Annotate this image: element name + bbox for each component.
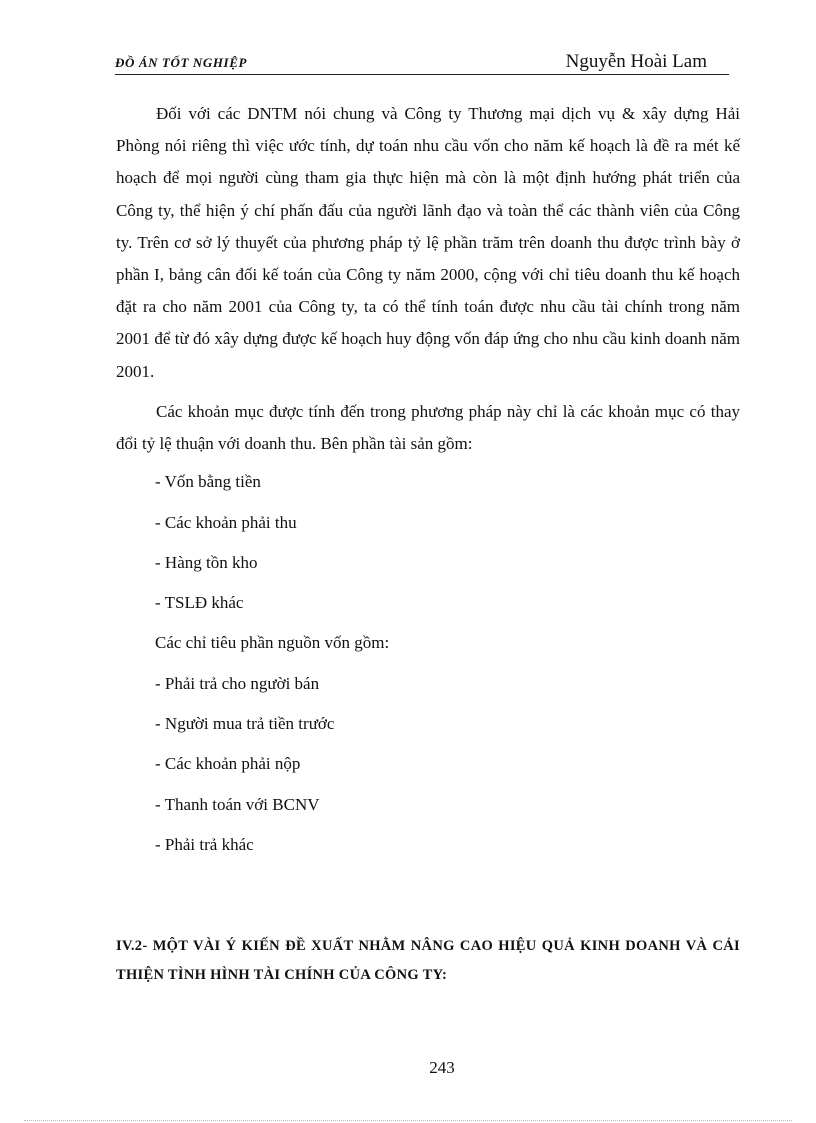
paragraph-intro: Đối với các DNTM nói chung và Công ty Thương mại dịch vụ & xây dựng Hải Phòng nói riêng thì việc ước tính, dự toán nhu cầu vốn cho năm kế hoạch là đề ra mét kế hoạch để mọi người cùng tham gia thực hiện mà còn là một định hướng phát triển của Công ty, thể hiện ý chí phấn đấu của người lãnh đạo và toàn thể các thành viên của Công ty. Trên cơ sở lý thuyết của phương pháp tỷ lệ phần trăm trên doanh thu được trình bày ở phần I, bảng cân đối kế toán của Công ty năm 2000, cộng với chỉ tiêu doanh thu kế hoạch đặt ra cho năm 2001 của Công ty, ta có thể tính toán được nhu cầu tài chính trong năm 2001 để từ đó xây dựng được kế hoạch huy động vốn đáp ứng cho nhu cầu kinh doanh năm 2001. <box>116 104 740 381</box>
list-item: - Các khoản phải nộp <box>155 754 301 774</box>
section-heading: IV.2- MỘT VÀI Ý KIẾN ĐỀ XUẤT NHẰM NÂNG CAO HIỆU QUẢ KINH DOANH VÀ CẢI THIỆN TÌNH HÌNH TÀI CHÍNH CỦA CÔNG TY: <box>116 938 740 983</box>
header-title: ĐỒ ÁN TỐT NGHIỆP <box>115 55 248 70</box>
page-bottom-divider <box>24 1120 792 1121</box>
list-item: - Vốn bằng tiền <box>155 472 261 492</box>
page-number: 243 <box>429 1058 455 1077</box>
paragraph-items-intro: Các khoản mục được tính đến trong phương pháp này chỉ là các khoản mục có thay đổi tỷ lệ thuận với doanh thu. Bên phần tài sản gồm: <box>116 401 740 454</box>
page-header <box>115 48 729 75</box>
list-item: - Thanh toán với BCNV <box>155 794 320 814</box>
list-item: - Hàng tồn kho <box>155 552 258 572</box>
body-text <box>116 98 740 869</box>
list-item: - Phải trả khác <box>155 834 254 854</box>
list-item: - Phải trả cho người bán <box>155 673 320 693</box>
list-item: - Các khoản phải thu <box>155 512 297 532</box>
header-author: Nguyễn Hoài Lam <box>565 51 707 72</box>
list-item: - TSLĐ khác <box>155 593 244 613</box>
capital-list <box>116 668 740 861</box>
list-item: - Người mua trả tiền trước <box>155 714 335 734</box>
asset-list <box>116 466 740 619</box>
capital-label: Các chỉ tiêu phần nguồn vốn gồm: <box>155 633 390 653</box>
